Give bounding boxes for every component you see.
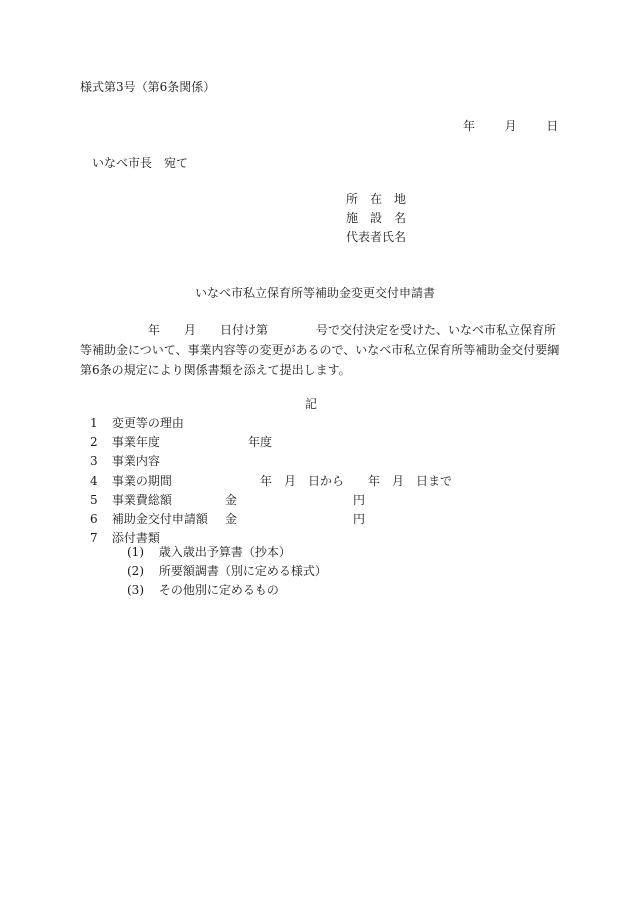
item-label: 事業費総額: [111, 492, 172, 507]
list-item: [90, 435, 273, 455]
item-label: 事業の期間: [111, 473, 172, 488]
list-item: [90, 417, 208, 436]
form-number: 様式第3号（第6条関係）: [80, 80, 216, 94]
attachment-label: 歳入歳出予算書（抄本）: [158, 545, 291, 559]
attachment-label: その他別に定めるもの: [158, 583, 279, 598]
document-title: いなべ市私立保育所等補助金変更交付申請書: [195, 286, 436, 300]
item-number: 7: [90, 531, 98, 546]
applicant-representative-label: 代表者氏名: [346, 230, 407, 244]
body-line-1: 年 月 日付け第 号で交付決定を受けた、いなべ市私立保育所: [148, 323, 557, 337]
list-item: [90, 492, 366, 513]
body-line-3: 第6条の規定により関係書類を添えて提出します。: [80, 363, 351, 377]
item-label: 補助金交付申請額: [111, 511, 208, 526]
attachment-number: (1): [127, 545, 144, 559]
item-extra: 金: [225, 511, 238, 526]
list-item: [90, 511, 366, 532]
item-label: 変更等の理由: [111, 416, 184, 430]
list-item: [90, 473, 453, 494]
item-extra: 年度: [248, 435, 273, 450]
ki-heading: 記: [305, 397, 318, 411]
item-extra: 年 月 日から 年 月 日まで: [260, 473, 453, 488]
date-year-label: 年: [463, 119, 476, 133]
item-list: [90, 416, 453, 551]
attachment-item: [127, 584, 327, 603]
item-number: 2: [90, 435, 98, 450]
date-day-label: 日: [546, 119, 559, 133]
attachment-item: [127, 565, 327, 584]
attachment-list: [127, 546, 327, 604]
item-number: 3: [90, 454, 98, 469]
applicant-facility-label: 施 設 名: [346, 211, 407, 225]
applicant-location-label: 所 在 地: [346, 192, 407, 206]
applicant-block: [346, 193, 406, 250]
item-label: 事業年度: [111, 435, 160, 450]
addressee: いなべ市長 宛て: [92, 156, 189, 170]
item-extra-unit: 円: [353, 492, 366, 507]
item-label: 事業内容: [111, 454, 160, 469]
item-extra-unit: 円: [353, 511, 366, 526]
attachment-label: 所要額調書（別に定める様式）: [158, 564, 327, 579]
item-extra: 金: [225, 492, 238, 507]
body-line-2: 等補助金について、事業内容等の変更があるので、いなべ市私立保育所等補助金交付要綱: [80, 343, 560, 357]
list-item: [90, 455, 208, 474]
body-text: [80, 323, 560, 384]
attachment-item: [127, 546, 327, 565]
attachment-number: (3): [127, 583, 144, 598]
item-number: 6: [90, 511, 98, 526]
date-month-label: 月: [504, 119, 517, 133]
attachment-number: (2): [127, 564, 144, 579]
item-number: 5: [90, 492, 98, 507]
date-line: [463, 120, 558, 132]
item-number: 1: [90, 416, 98, 430]
item-label: 添付書類: [111, 531, 160, 546]
item-number: 4: [90, 473, 98, 488]
